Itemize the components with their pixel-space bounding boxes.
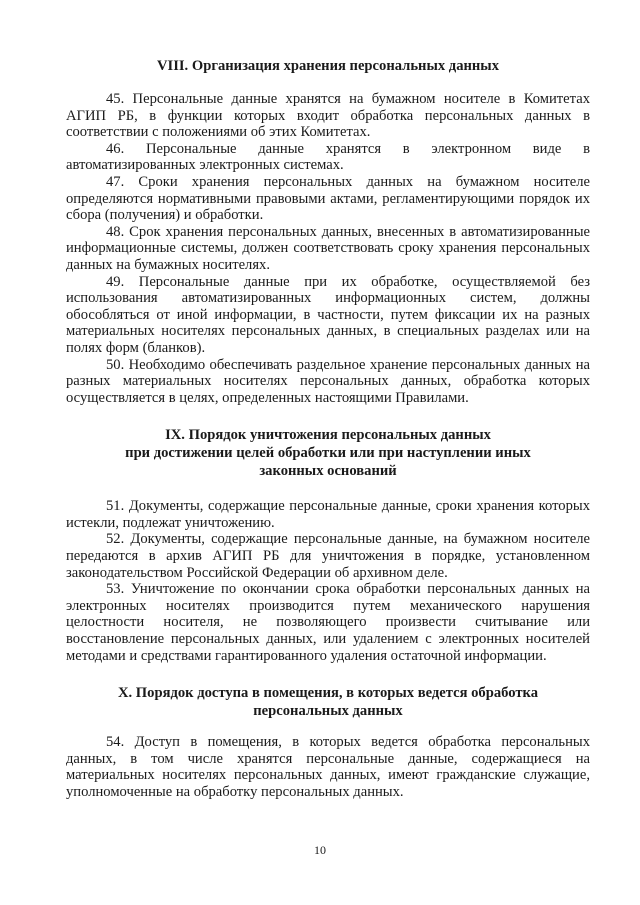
section-heading-line: при достижении целей обработки или при наступлении иных [125,445,531,462]
section-heading-line: X. Порядок доступа в помещения, в которых ведется обработка [117,685,539,702]
paragraph-51: 51. Документы, содержащие персональные данные, сроки хранения которых истекли, подлежат уничтожению. [66,498,590,531]
paragraph-49: 49. Персональные данные при их обработке, осуществляемой без использования автоматизированных информационных систем, должны обособляться от иной информации, в частности, путем фиксации их на разных материальных носителях персональных данных, в специальных разделах или на полях форм (бланков). [66,273,590,356]
section-heading-line: законных оснований [259,463,397,480]
section-heading-ix [66,426,590,480]
page-number: 10 [314,843,326,857]
document-body [66,57,590,801]
paragraph-48: 48. Срок хранения персональных данных, внесенных в автоматизированные информационные системы, должен соответствовать сроку хранения персональных данных на бумажных носителях. [66,223,590,273]
paragraph-47: 47. Сроки хранения персональных данных на бумажном носителе определяются нормативными правовыми актами, регламентирующими порядок их сбора (получения) и обработки. [66,173,590,224]
paragraph-50: 50. Необходимо обеспечивать раздельное хранение персональных данных на разных материальных носителях персональных данных, обработка которых осуществляется в целях, определенных настоящими Правилами. [66,356,590,406]
section-heading-line: персональных данных [253,703,403,720]
paragraph-52: 52. Документы, содержащие персональные данные, на бумажном носителе передаются в архив АГИП РБ для уничтожения в порядке, установленном законодательством Российской Федерации об архивном деле. [66,531,590,581]
section-heading-viii [66,57,590,75]
section-heading-line: IX. Порядок уничтожения персональных данных [165,427,491,444]
paragraph-53: 53. Уничтожение по окончании срока обработки персональных данных на электронных носителях производится путем механического нарушения целостности носителя, не позволяющего произвести считывание или восстановление персональных данных, или удалением с электронных носителей методами и средствами гарантированного удаления остаточной информации. [66,581,590,664]
paragraph-54: 54. Доступ в помещения, в которых ведется обработка персональных данных, в том числе хранятся персональные данные, содержащиеся на материальных носителях персональных данных, имеют гражданские служащие, уполномоченные на обработку персональных данных. [66,734,590,800]
paragraph-46: 46. Персональные данные хранятся в электронном виде в автоматизированных электронных системах. [66,140,590,174]
paragraph-45: 45. Персональные данные хранятся на бумажном носителе в Комитетах АГИП РБ, в функции которых входит обработка персональных данных в соответствии с положениями об этих Комитетах. [66,91,590,141]
section-heading-line: VIII. Организация хранения персональных данных [156,58,499,74]
section-heading-x [66,684,590,720]
